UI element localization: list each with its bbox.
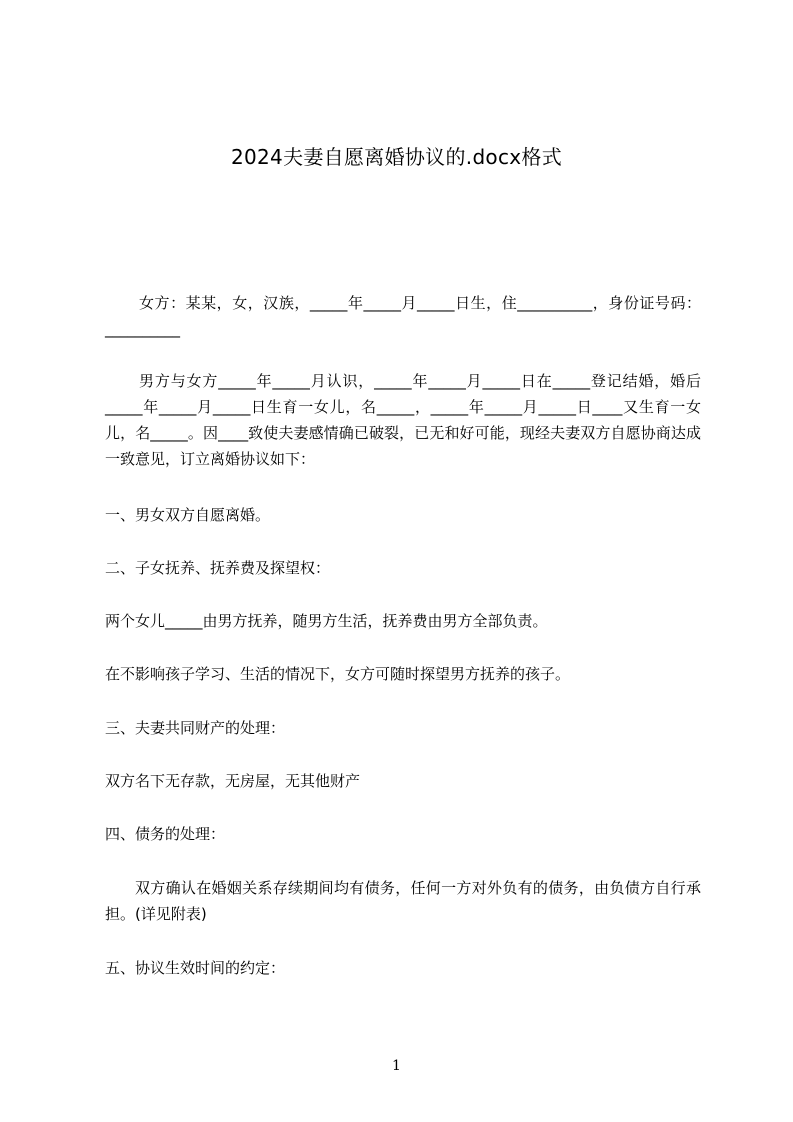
- section-heading-3: 三、夫妻共同财产的处理：: [105, 719, 286, 737]
- paragraph-custody: 两个女儿_____由男方抚养，随男方生活，抚养费由男方全部负责。: [105, 612, 548, 630]
- document-title: 2024夫妻自愿离婚协议的.docx格式: [230, 145, 563, 169]
- paragraph-property: 双方名下无存款，无房屋，无其他财产: [105, 772, 361, 790]
- paragraph-debts: 双方确认在婚姻关系存续期间均有债务，任何一方对外负有的债务，由负债方自行承担。(详见附表): [105, 879, 701, 923]
- section-heading-1: 一、男女双方自愿离婚。: [105, 506, 271, 524]
- section-heading-4: 四、债务的处理：: [105, 825, 226, 843]
- paragraph-wife-info: 女方：某某，女，汉族，_____年_____月_____日生，住__________，身份证号码：__________: [105, 294, 701, 338]
- section-heading-5: 五、协议生效时间的约定：: [105, 959, 286, 977]
- section-heading-2: 二、子女抚养、抚养费及探望权：: [105, 559, 331, 577]
- page-number: 1: [392, 1058, 401, 1074]
- paragraph-visitation: 在不影响孩子学习、生活的情况下，女方可随时探望男方抚养的孩子。: [105, 665, 571, 683]
- paragraph-marriage-background: 男方与女方_____年_____月认识，_____年_____月_____日在_____登记结婚，婚后_____年_____月_____日生育一女儿，名_____，_____年_____月_____日____又生育一女儿，名_____。因____致使夫妻感情确已破裂，已无和好可能，现经夫妻双方自愿协商达成一致意见，订立离婚协议如下：: [105, 372, 701, 468]
